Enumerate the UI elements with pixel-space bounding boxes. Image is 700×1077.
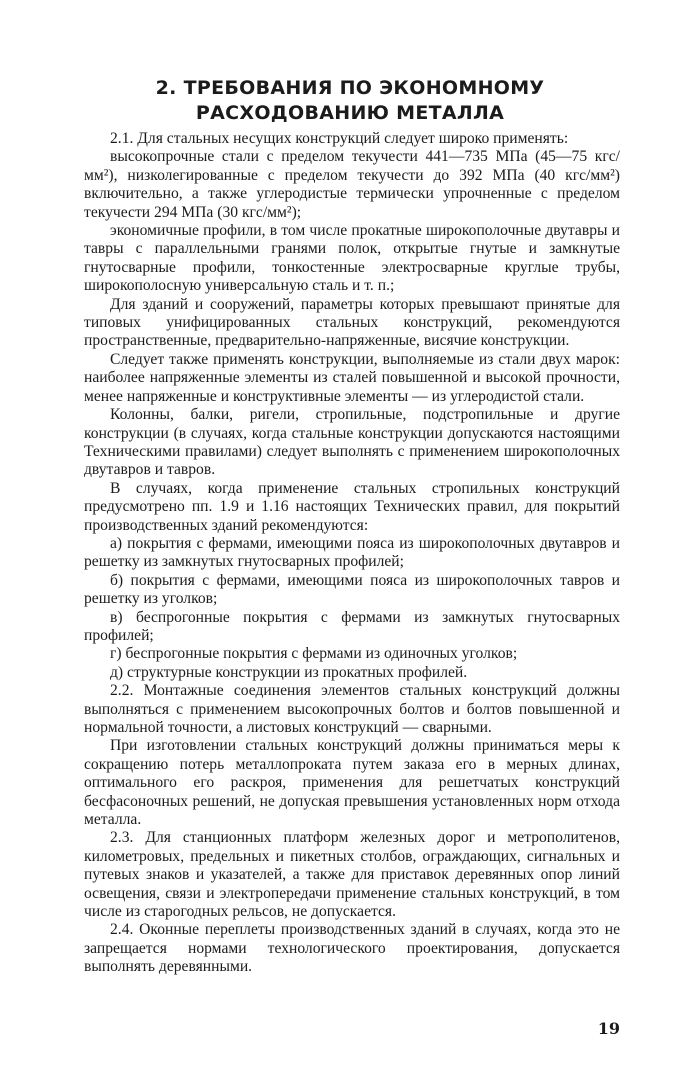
page-number: 19 [597,1019,620,1038]
list-item-g: г) беспрогонные покрытия с фермами из одиночных уголков; [110,645,518,663]
paragraph-roof-structures: В случаях, когда применение стальных стропильных конструкций предусмотрено пп. 1.9 и 1.16 настоящих Технических правил, для покрытий производственных зданий рекомендуются: [84,479,620,534]
list-item-v: в) беспрогонные покрытия с фермами из замкнутых гнутосварных профилей; [84,608,620,644]
list-item-d: д) структурные конструкции из прокатных профилей. [110,663,468,681]
paragraph-economic-profiles: экономичные профили, в том числе прокатные широкополочные двутавры и тавры с параллельными гранями полок, открытые гнутые и замкнутые гнутосварные профили, тонкостенные электросварные круглые трубы, широкополосную универсальную сталь и т. п.; [84,222,620,295]
section-heading-line-1: 2. ТРЕБОВАНИЯ ПО ЭКОНОМНОМУ [155,77,545,99]
paragraph-columns-beams: Колонны, балки, ригели, стропильные, подстропильные и другие конструкции (в случаях, когда стальные конструкции допускаются настоящими Техническими правилами) следует выполнять с применением широкополочных двутавров и тавров. [84,406,620,479]
section-heading-line-2: РАСХОДОВАНИЮ МЕТАЛЛА [195,102,505,124]
list-item-a: а) покрытия с фермами, имеющими пояса из широкополочных двутавров и решетку из замкнутых гнутосварных профилей; [84,534,620,571]
paragraph-spatial-structures: Для зданий и сооружений, параметры которых превышают принятые для типовых унифицированных стальных конструкций, рекомендуются пространственные, предварительно-напряженные, висячие конструкции. [84,295,620,350]
paragraph-two-grade-steel: Следует также применять конструкции, выполняемые из стали двух марок: наиболее напряженные элементы из сталей повышенной и высокой прочности, менее напряженные и конструктивные элементы — из углеродистой стали. [84,350,620,405]
paragraph-2-4: 2.4. Оконные переплеты производственных зданий в случаях, когда это не запрещается нормами технологического проектирования, допускается выполнять деревянными. [84,921,620,976]
paragraph-metal-losses: При изготовлении стальных конструкций должны приниматься меры к сокращению потерь металлопроката путем заказа его в мерных длинах, оптимального его раскроя, применения для решетчатых конструкций бесфасоночных решений, не допуская превышения установленных норм отхода металла. [84,737,620,829]
paragraph-2-1: 2.1. Для стальных несущих конструкций следует широко применять: [110,130,569,147]
body-text [84,130,620,977]
list-item-b: б) покрытия с фермами, имеющими пояса из широкополочных тавров и решетку из уголков; [84,571,620,608]
paragraph-2-3: 2.3. Для станционных платформ железных дорог и метрополитенов, километровых, предельных и пикетных столбов, ограждающих, сигнальных и путевых знаков и указателей, а также для приставок деревянных опор линий освещения, связи и электропередачи применение стальных конструкций, в том числе из старогодных рельсов, не допускается. [84,829,620,921]
section-heading [0,76,700,126]
paragraph-2-2: 2.2. Монтажные соединения элементов стальных конструкций должны выполняться с применением высокопрочных болтов и болтов повышенной и нормальной точности, а листовых конструкций — сварными. [84,682,620,736]
paragraph-high-strength-steels: высокопрочные стали с пределом текучести 441—735 МПа (45—75 кгс/мм²), низколегированные с пределом текучести до 392 МПа (40 кгс/мм²) включительно, а также углеродистые термически упрочненные с пределом текучести 294 МПа (30 кгс/мм²); [84,148,620,221]
